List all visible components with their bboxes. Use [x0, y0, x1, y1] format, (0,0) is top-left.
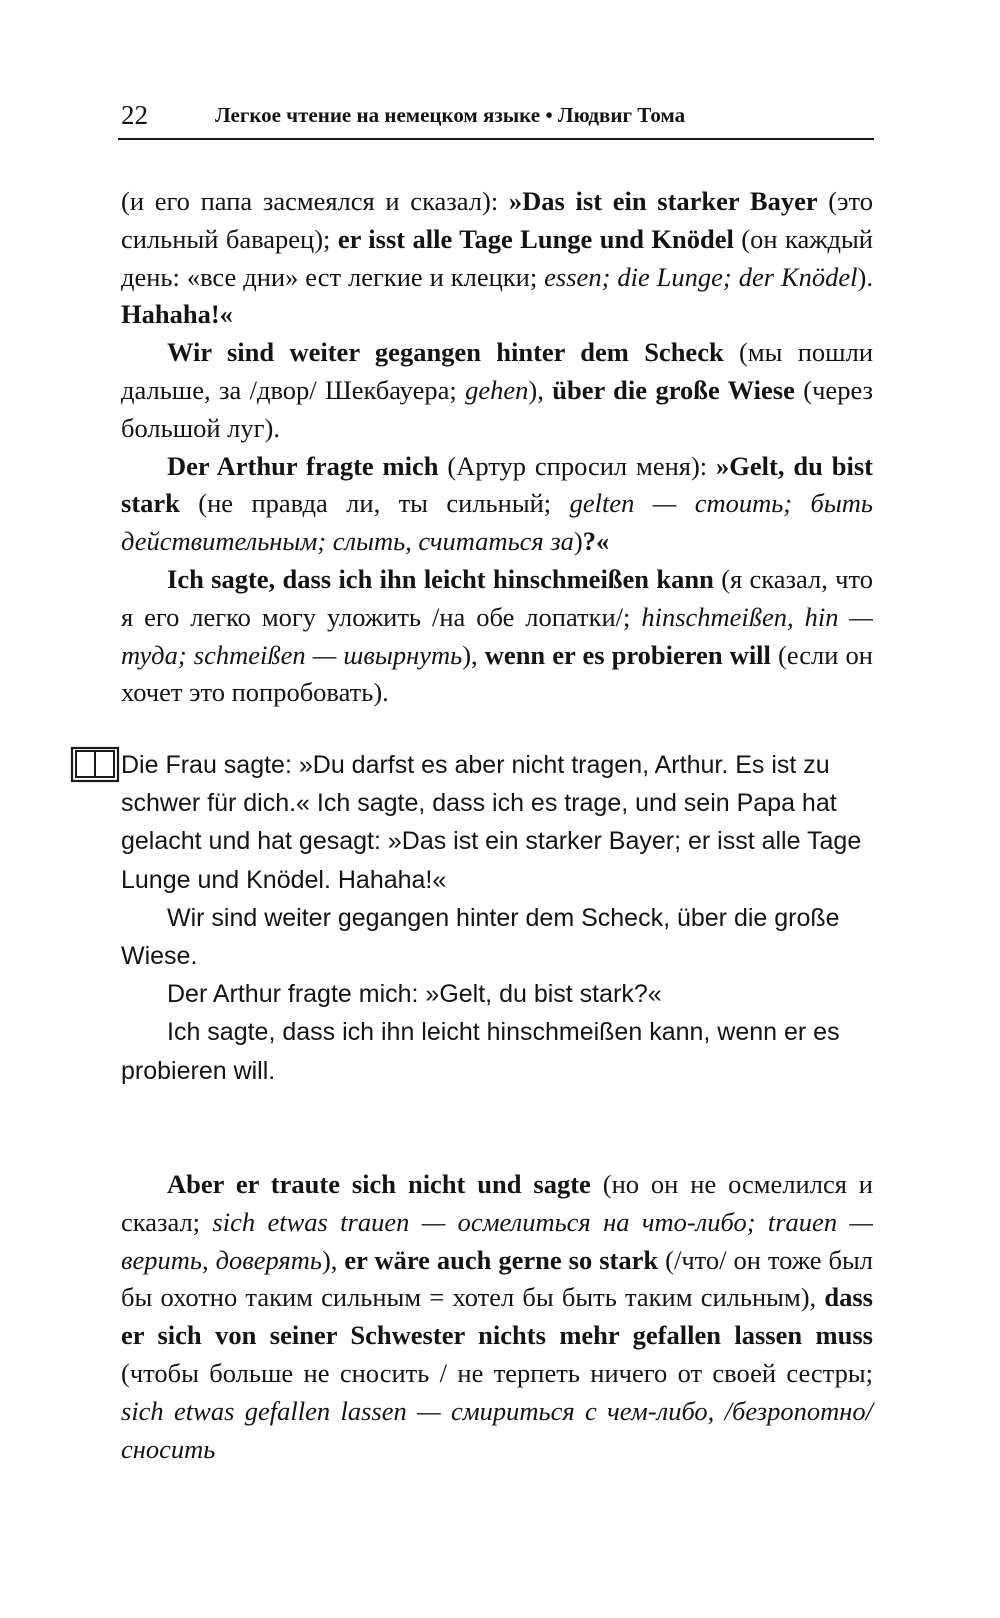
- german-phrase: über die große Wiese: [552, 374, 795, 405]
- plain-text: [121, 746, 873, 1090]
- german-phrase: Hahaha!«: [121, 299, 233, 330]
- german-phrase: dass er sich von seiner Schwester nichts mehr gefallen lassen muss: [121, 1282, 873, 1351]
- running-title: Легкое чтение на немецком языке • Людвиг Тома: [215, 103, 686, 127]
- book-icon: [70, 746, 122, 784]
- grammar-note: essen; die Lunge; der Knödel: [544, 261, 858, 292]
- grammar-note: gelten — стоить; быть действительным; слыть, считаться за: [121, 488, 873, 557]
- german-phrase: ?«: [582, 526, 610, 557]
- german-phrase: er isst alle Tage Lunge und Knödel: [337, 223, 734, 254]
- text-paragraph: Der Arthur fragte mich: »Gelt, du bist stark?«: [167, 980, 662, 1009]
- annotated-text-top: [121, 183, 873, 712]
- annotated-paragraph: (и его папа засмеялся и сказал): »Das ist ein starker Bayer (это сильный баварец); er isst alle Tage Lunge und Knödel (он каждый день: «все дни» ест легкие и клецки; essen; die Lunge; der Knödel). Hahaha!«: [121, 186, 873, 330]
- text-paragraph: Ich sagte, dass ich ihn leicht hinschmeißen kann, wenn er es probieren will.: [121, 1018, 840, 1085]
- text-paragraph: Die Frau sagte: »Du darfst es aber nicht tragen, Arthur. Es ist zu schwer für dich.« Ich sagte, dass ich es trage, und sein Papa hat gelacht und hat gesagt: »Das ist ein starker Bayer; er isst alle Tage Lunge und Knödel. Hahaha!«: [121, 751, 862, 894]
- annotated-paragraph: Ich sagte, dass ich ihn leicht hinschmeißen kann (я сказал, что я его легко могу уложить /на обе лопатки/; hinschmeißen, hin — туда; schmeißen — швырнуть), wenn er es probieren will (если он хочет это попробовать).: [121, 563, 873, 708]
- annotated-paragraph: Der Arthur fragte mich (Артур спросил меня): »Gelt, du bist stark (не правда ли, ты сильный; gelten — стоить; быть действительным; слыть, считаться за)?«: [121, 450, 873, 557]
- german-phrase: »Gelt, du bist stark: [121, 450, 873, 519]
- german-phrase: »Das ist ein starker Bayer: [508, 186, 818, 216]
- german-phrase: Wir sind weiter gegangen hinter dem Scheck: [167, 337, 724, 368]
- grammar-note: sich etwas gefallen lassen — смириться с чем-либо, /безропотно/ сносить: [121, 1395, 873, 1464]
- grammar-note: gehen: [465, 374, 529, 405]
- page-header: [118, 96, 874, 140]
- text-paragraph: Wir sind weiter gegangen hinter dem Scheck, über die große Wiese.: [121, 903, 840, 971]
- german-phrase: wenn er es probieren will: [484, 639, 771, 670]
- grammar-note: sich etwas trauen — осмелиться на что-либо; trauen — верить, доверять: [121, 1206, 873, 1275]
- annotated-paragraph: Wir sind weiter gegangen hinter dem Scheck (мы пошли дальше, за /двор/ Шекбауера; gehen), über die große Wiese (через большой луг).: [121, 337, 873, 443]
- grammar-note: hinschmeißen, hin — туда; schmeißen — швырнуть: [121, 601, 873, 670]
- german-phrase: Ich sagte, dass ich ihn leicht hinschmeißen kann: [167, 563, 714, 594]
- german-phrase: Aber er traute sich nicht und sagte: [167, 1169, 591, 1199]
- german-phrase: er wäre auch gerne so stark: [344, 1244, 659, 1275]
- annotated-paragraph: Aber er traute sich nicht und sagte (но он не осмелился и сказал; sich etwas trauen — осмелиться на что-либо; trauen — верить, доверять), er wäre auch gerne so stark (/что/ он тоже был бы охотно таким сильным = хотел бы быть таким сильным), dass er sich von seiner Schwester nichts mehr gefallen lassen muss (чтобы больше не сносить / не терпеть ничего от своей сестры; sich etwas gefallen lassen — смириться с чем-либо, /безропотно/ сносить: [121, 1169, 873, 1464]
- page-number: 22: [121, 100, 148, 130]
- german-phrase: Der Arthur fragte mich: [167, 450, 439, 481]
- annotated-text-bottom: [121, 1166, 873, 1468]
